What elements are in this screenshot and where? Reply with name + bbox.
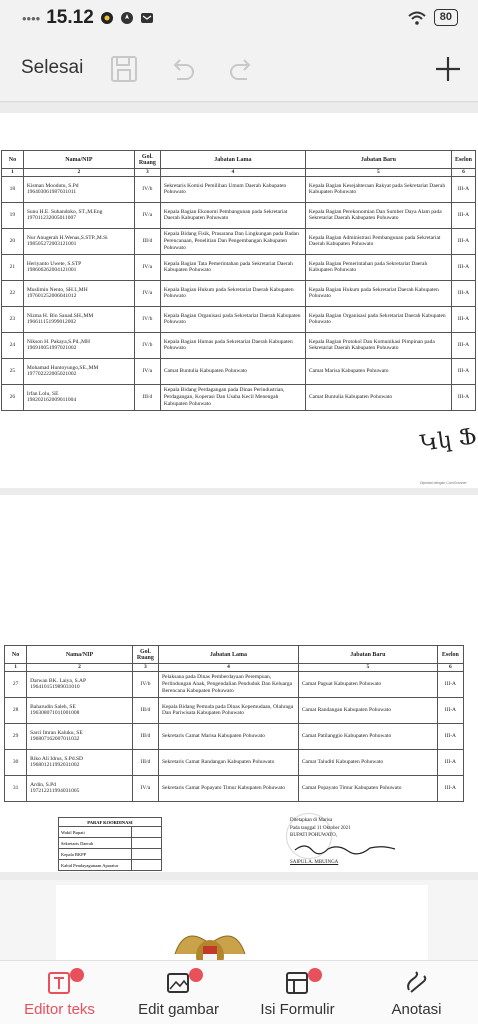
annotate-icon xyxy=(403,970,429,996)
header-rank: Gol. Ruang xyxy=(134,151,160,169)
nav-fill-form[interactable] xyxy=(238,961,357,1024)
row-no: 21 xyxy=(2,254,24,280)
employee-name: Heriyanto Uwete, S.STP xyxy=(26,260,82,267)
position-table-page-2 xyxy=(4,645,464,802)
employee-nip: 198505272003121001 xyxy=(26,241,77,248)
header-echelon: Eselon xyxy=(451,151,475,169)
paraf-role: Sekretaris Daerah xyxy=(59,838,132,849)
row-name-nip xyxy=(23,358,134,384)
row-new-position: Kepala Bagian Kesejahteraan Rakyat pada Sekretariat Daerah Kabupaten Pohuwato xyxy=(305,176,451,202)
row-echelon: III-A xyxy=(437,671,463,697)
employee-name: Nizma H. Bin Sanad.SH.,MM xyxy=(26,312,94,319)
paraf-role: Kabid Pendayagunaan Aparatur xyxy=(59,860,132,871)
row-new-position: Camat Taluditi Kabupaten Pohuwato xyxy=(298,749,437,775)
row-old-position: Kepala Bagian Hukum pada Sekretariat Daerah Kabupaten Pohuwato xyxy=(160,280,305,306)
compass-icon xyxy=(120,11,134,25)
coordination-initials-table xyxy=(58,817,162,871)
row-name-nip xyxy=(23,306,134,332)
row-no: 26 xyxy=(2,384,24,410)
row-old-position: Camat Buntulia Kabupaten Pohuwato xyxy=(160,358,305,384)
row-no: 24 xyxy=(2,332,24,358)
row-name-nip xyxy=(27,697,133,723)
col-index: 2 xyxy=(27,664,133,672)
employee-name: Muslimin Nento, SH.I.,MH xyxy=(26,286,88,293)
header-no: No xyxy=(5,646,27,664)
scan-note: Dipindai dengan CamScanner xyxy=(420,481,467,485)
row-rank: IV/b xyxy=(134,176,160,202)
row-no: 28 xyxy=(5,697,27,723)
paraf-row xyxy=(59,849,162,860)
col-index: 4 xyxy=(158,664,298,672)
row-old-position: Sekretaris Camat Marisa Kabupaten Pohuwato xyxy=(158,723,298,749)
row-old-position: Sekretaris Camat Popayato Timur Kabupaten Pohuwato xyxy=(158,775,298,801)
employee-name: Sarci Imran Kaluku, SE xyxy=(30,729,83,736)
employee-nip: 196308071011001008 xyxy=(30,710,80,717)
employee-name: Ardin, S.Pd xyxy=(30,781,56,788)
table-row xyxy=(2,306,476,332)
row-name-nip xyxy=(27,671,133,697)
app-notification-icon xyxy=(100,11,114,25)
header-rank: Gol. Ruang xyxy=(132,646,158,664)
save-icon[interactable] xyxy=(108,53,140,85)
premium-crown-icon xyxy=(70,968,84,982)
status-time: 15.12 xyxy=(46,7,94,28)
add-icon[interactable] xyxy=(432,53,464,85)
employee-nip: 196403061987031011 xyxy=(26,189,77,196)
employee-nip: 196410151989031010 xyxy=(30,684,80,691)
employee-name: Mohamad Huntoyungo,SE.,MM xyxy=(26,364,99,371)
row-no: 25 xyxy=(2,358,24,384)
table-row xyxy=(5,775,464,801)
paraf-role: Kepala BKPP xyxy=(59,849,132,860)
table-row xyxy=(5,749,464,775)
employee-nip: 196807162007011032 xyxy=(30,736,80,743)
row-old-position: Kepala Bidang Pemuda pada Dinas Kepemudaan, Olahraga Dan Pariwisata Kabupaten Pohuwato xyxy=(158,697,298,723)
row-rank: IV/a xyxy=(134,202,160,228)
row-echelon: III-A xyxy=(451,280,475,306)
row-old-position: Sekretaris Camat Randangan Kabupaten Pohuwato xyxy=(158,749,298,775)
col-index: 3 xyxy=(132,664,158,672)
table-row xyxy=(5,697,464,723)
row-old-position: Sekretaris Komisi Pemilihan Umum Daerah Kabupaten Pohuwato xyxy=(160,176,305,202)
message-icon xyxy=(140,11,154,25)
paraf-cell xyxy=(132,827,162,838)
row-name-nip xyxy=(23,228,134,254)
employee-nip: 196910051997021002 xyxy=(26,345,77,352)
undo-icon[interactable] xyxy=(166,53,198,85)
header-new-position: Jabatan Baru xyxy=(298,646,437,664)
col-index: 6 xyxy=(437,664,463,672)
sign-place: Ditetapkan di Marisa xyxy=(290,818,333,823)
col-index: 1 xyxy=(2,169,24,177)
table-row xyxy=(2,228,476,254)
col-index: 6 xyxy=(451,169,475,177)
text-editor-icon xyxy=(46,970,72,996)
employee-name: Nikson H. Pakaya,S.Pd.,MH xyxy=(26,338,90,345)
document-page-3 xyxy=(0,880,478,960)
nav-text-editor[interactable] xyxy=(0,961,119,1024)
row-new-position: Camat Paguat Kabupaten Pohuwato xyxy=(298,671,437,697)
header-old-position: Jabatan Lama xyxy=(158,646,298,664)
form-icon xyxy=(284,970,310,996)
table-row xyxy=(2,254,476,280)
col-index: 2 xyxy=(23,169,134,177)
header-name: Nama/NIP xyxy=(23,151,134,169)
row-new-position: Camat Randangan Kabupaten Pohuwato xyxy=(298,697,437,723)
nav-label: Anotasi xyxy=(391,1001,442,1018)
row-echelon: III-A xyxy=(451,202,475,228)
garuda-emblem-icon xyxy=(165,914,255,960)
nav-label: Isi Formulir xyxy=(260,1001,335,1018)
row-new-position: Camat Patilanggio Kabupaten Pohuwato xyxy=(298,723,437,749)
header-old-position: Jabatan Lama xyxy=(160,151,305,169)
row-no: 31 xyxy=(5,775,27,801)
row-new-position: Kepala Bagian Hukum pada Sekretariat Daerah Kabupaten Pohuwato xyxy=(305,280,451,306)
paraf-cell xyxy=(132,849,162,860)
row-echelon: III-A xyxy=(451,176,475,202)
row-echelon: III-A xyxy=(451,384,475,410)
row-rank: IV/a xyxy=(134,254,160,280)
document-page-2 xyxy=(0,495,478,872)
row-name-nip xyxy=(27,723,133,749)
row-echelon: III-A xyxy=(437,775,463,801)
row-echelon: III-A xyxy=(451,358,475,384)
premium-crown-icon xyxy=(308,968,322,982)
paraf-cell xyxy=(132,838,162,849)
row-rank: IV/b xyxy=(134,306,160,332)
header-new-position: Jabatan Baru xyxy=(305,151,451,169)
document-page-1 xyxy=(0,113,478,488)
row-rank: IV/b xyxy=(134,332,160,358)
signal-icon: •••• xyxy=(22,10,41,26)
nav-label: Edit gambar xyxy=(138,1001,219,1018)
row-new-position: Camat Marisa Kabupaten Pohuwato xyxy=(305,358,451,384)
paraf-title: PARAF KOORDINASI xyxy=(59,818,162,827)
row-rank: III/d xyxy=(134,228,160,254)
row-echelon: III-A xyxy=(451,254,475,280)
row-rank: III/d xyxy=(134,384,160,410)
row-old-position: Kepala Bagian Organisasi pada Sekretariat Daerah Kabupaten Pohuwato xyxy=(160,306,305,332)
col-index: 3 xyxy=(134,169,160,177)
edit-image-icon xyxy=(165,970,191,996)
row-new-position: Kepala Bagian Protokol Dan Komunikasi Pimpinan pada Sekretariat Daerah Kabupaten Pohuwato xyxy=(305,332,451,358)
row-rank: IV/a xyxy=(134,358,160,384)
document-viewer[interactable] xyxy=(0,103,478,960)
row-echelon: III-A xyxy=(451,228,475,254)
handwritten-initials: Կկ Ֆ xyxy=(418,424,478,457)
employee-nip: 197011232005011007 xyxy=(26,215,76,222)
header-echelon: Eselon xyxy=(437,646,463,664)
table-row xyxy=(2,384,476,410)
employee-nip: 196801211992031002 xyxy=(30,762,80,769)
row-rank: III/d xyxy=(132,723,158,749)
employee-name: Sunu H.E. Suhandoko, ST.,M.Eng xyxy=(26,208,103,215)
sign-date: Pada tanggal 11 Oktober 2021 xyxy=(290,825,351,831)
employee-name: Baharudin Saleh, SE xyxy=(30,703,76,710)
row-old-position: Kepala Bagian Tata Pemerintahan pada Sekretariat Daerah Kabupaten Pohuwato xyxy=(160,254,305,280)
row-echelon: III-A xyxy=(437,723,463,749)
paraf-row xyxy=(59,838,162,849)
row-echelon: III-A xyxy=(451,332,475,358)
bottom-navigation xyxy=(0,960,478,1024)
table-row xyxy=(5,723,464,749)
employee-name: Darwan BK. Laiya, S.AP xyxy=(30,677,87,684)
employee-nip: 197702222005021002 xyxy=(26,371,77,378)
employee-nip: 198202162009011004 xyxy=(26,397,77,404)
table-row xyxy=(2,176,476,202)
table-row xyxy=(2,332,476,358)
row-no: 19 xyxy=(2,202,24,228)
row-no: 23 xyxy=(2,306,24,332)
row-name-nip xyxy=(27,749,133,775)
done-button[interactable]: Selesai xyxy=(21,57,84,78)
row-no: 20 xyxy=(2,228,24,254)
paraf-role: Wakil Bupati xyxy=(59,827,132,838)
table-row xyxy=(2,280,476,306)
col-index: 5 xyxy=(305,169,451,177)
row-old-position: Kepala Bidang Perdagangan pada Dinas Perindustrian, Perdagangan, Koperasi Dan Usaha Kecil Menengah Kabupaten Pohuwato xyxy=(160,384,305,410)
col-index: 5 xyxy=(298,664,437,672)
position-table-page-1 xyxy=(1,150,476,411)
battery-indicator: 80 xyxy=(434,9,458,26)
row-new-position: Kepala Bagian Organisasi pada Sekretariat Daerah Kabupaten Pohuwato xyxy=(305,306,451,332)
row-echelon: III-A xyxy=(451,306,475,332)
sign-title: BUPATI POHUWATO, xyxy=(290,833,337,838)
employee-nip: 198606262004121001 xyxy=(26,267,77,274)
row-new-position: Camat Popayato Timur Kabupaten Pohuwato xyxy=(298,775,437,801)
row-rank: III/d xyxy=(132,697,158,723)
row-old-position: Kepala Bagian Ekonomi Pembangunan pada Sekretariat Daerah Kabupaten Pohuwato xyxy=(160,202,305,228)
row-new-position: Kepala Bagian Perekonomian Dan Sumber Daya Alam pada Sekretariat Daerah Kabupaten Pohuwato xyxy=(305,202,451,228)
row-name-nip xyxy=(27,775,133,801)
paraf-row xyxy=(59,860,162,871)
employee-nip: 196611151999012002 xyxy=(26,319,76,326)
row-no: 30 xyxy=(5,749,27,775)
row-rank: IV/a xyxy=(134,280,160,306)
paraf-row xyxy=(59,827,162,838)
status-bar xyxy=(0,0,478,38)
paraf-cell xyxy=(132,860,162,871)
row-no: 29 xyxy=(5,723,27,749)
row-new-position: Kepala Bagian Pemerintahan pada Sekretariat Daerah Kabupaten Pohuwato xyxy=(305,254,451,280)
row-echelon: III-A xyxy=(437,697,463,723)
header-no: No xyxy=(2,151,24,169)
row-name-nip xyxy=(23,332,134,358)
row-no: 18 xyxy=(2,176,24,202)
row-name-nip xyxy=(23,202,134,228)
row-old-position: Pelaksana pada Dinas Pemberdayaan Perempuan, Perlindungan Anak, Pengendalian Penduduk Dan Keluarga Berencana Kabupaten Pohuwato xyxy=(158,671,298,697)
row-rank: IV/b xyxy=(132,671,158,697)
row-name-nip xyxy=(23,176,134,202)
redo-icon[interactable] xyxy=(226,53,258,85)
sign-name: SAIPUL A. MBUINGA xyxy=(290,860,339,865)
header-name: Nama/NIP xyxy=(27,646,133,664)
row-name-nip xyxy=(23,280,134,306)
employee-name: Nur Anugerah H.Wenas,S.STP.,M.Si xyxy=(26,234,108,241)
employee-name: Irfan Lolu, SE xyxy=(26,390,59,397)
handwritten-signature xyxy=(290,840,400,856)
wifi-icon xyxy=(408,11,426,25)
employee-nip: 197601252006041012 xyxy=(26,293,77,300)
table-row xyxy=(5,671,464,697)
signature-block xyxy=(290,817,440,867)
nav-label: Editor teks xyxy=(24,1001,95,1018)
employee-name: Riko Ali Idrus, S.Pd.SD xyxy=(30,755,84,762)
employee-nip: 197212211994031005 xyxy=(30,788,80,795)
table-row xyxy=(2,358,476,384)
row-no: 27 xyxy=(5,671,27,697)
premium-crown-icon xyxy=(189,968,203,982)
employee-name: Kisman Moodutu, S.Pd xyxy=(26,182,79,189)
row-new-position: Kepala Bagian Administrasi Pembangunan pada Sekretariat Daerah Kabupaten Pohuwato xyxy=(305,228,451,254)
nav-annotate[interactable] xyxy=(357,961,476,1024)
row-new-position: Camat Buntulia Kabupaten Pohuwato xyxy=(305,384,451,410)
nav-edit-image[interactable] xyxy=(119,961,238,1024)
col-index: 1 xyxy=(5,664,27,672)
row-rank: III/d xyxy=(132,749,158,775)
table-row xyxy=(2,202,476,228)
editor-toolbar xyxy=(0,38,478,102)
row-old-position: Kepala Bagian Humas pada Sekretariat Daerah Kabupaten Pohuwato xyxy=(160,332,305,358)
row-echelon: III-A xyxy=(437,749,463,775)
col-index: 4 xyxy=(160,169,305,177)
row-rank: IV/a xyxy=(132,775,158,801)
row-no: 22 xyxy=(2,280,24,306)
row-old-position: Kepala Bidang Fisik, Prasarana Dan Lingkungan pada Badan Perencanaan, Penelitian Dan Pengembangan Kabupaten Pohuwato xyxy=(160,228,305,254)
row-name-nip xyxy=(23,384,134,410)
row-name-nip xyxy=(23,254,134,280)
